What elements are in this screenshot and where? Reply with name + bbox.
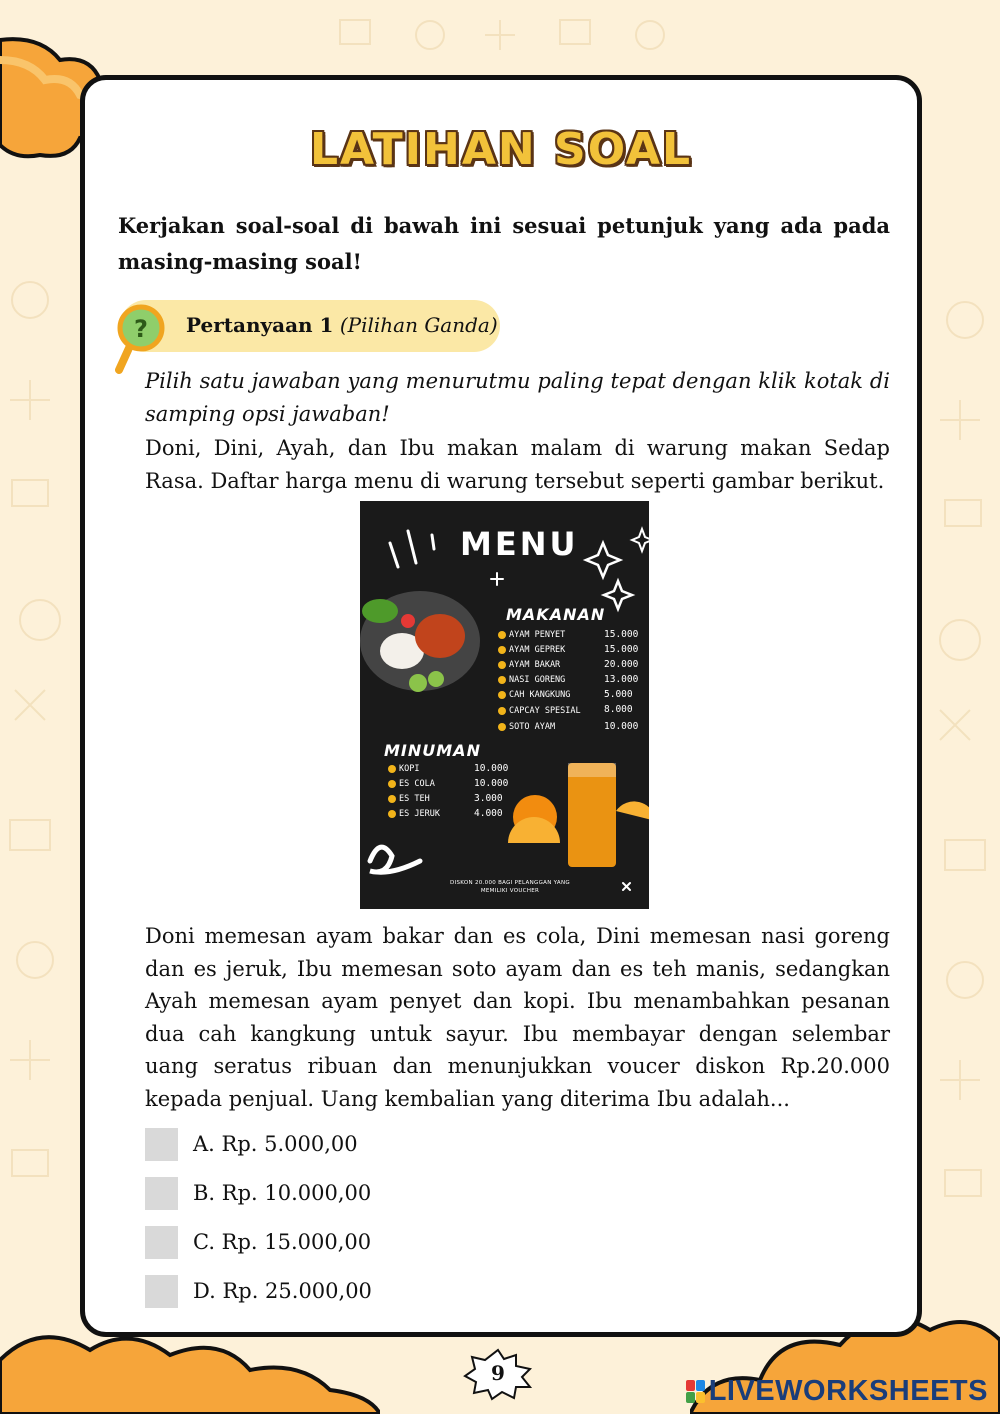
menu-food-price: 15.000 bbox=[604, 629, 639, 640]
bullet-icon bbox=[388, 795, 396, 803]
bullet-icon bbox=[388, 780, 396, 788]
question-hint: Pilih satu jawaban yang menurutmu paling tepat dengan klik kotak di samping opsi jawaban! bbox=[145, 369, 890, 426]
question-story: Doni memesan ayam bakar dan es cola, Dini memesan nasi goreng dan es jeruk, Ibu memesan soto ayam dan es teh manis, sedangkan Ayah memesan ayam penyet dan kopi. Ibu menambahkan pesanan dua cah kangkung untuk sayur. Ibu membayar dengan selembar uang seratus ribuan dan menunjukkan voucer diskon Rp.20.000 kepada penjual. Uang kembalian yang diterima Ibu adalah... bbox=[145, 924, 890, 1111]
bullet-icon bbox=[388, 810, 396, 818]
liveworksheets-icon bbox=[686, 1380, 705, 1403]
bullet-icon bbox=[498, 631, 506, 639]
question-magnifier-icon bbox=[115, 304, 165, 374]
menu-food-price: 15.000 bbox=[604, 644, 639, 655]
bullet-icon bbox=[498, 707, 506, 715]
answer-checkbox-b[interactable] bbox=[145, 1177, 178, 1210]
menu-food-item: AYAM GEPREK bbox=[498, 645, 565, 655]
bullet-icon bbox=[388, 765, 396, 773]
menu-drink-item: ES JERUK bbox=[388, 809, 440, 819]
menu-title: MENU bbox=[460, 525, 579, 563]
menu-drink-item: ES COLA bbox=[388, 779, 435, 789]
menu-food-item: CAPCAY SPESIAL bbox=[498, 706, 581, 716]
menu-food-heading: MAKANAN bbox=[506, 605, 606, 624]
menu-drink-price: 10.000 bbox=[474, 778, 509, 789]
bullet-icon bbox=[498, 723, 506, 731]
menu-food-price: 20.000 bbox=[604, 659, 639, 670]
answer-option-c[interactable] bbox=[145, 1225, 371, 1259]
bullet-icon bbox=[498, 691, 506, 699]
menu-drink-item: ES TEH bbox=[388, 794, 430, 804]
answer-label-d: D. Rp. 25.000,00 bbox=[193, 1279, 372, 1303]
menu-drink-price: 10.000 bbox=[474, 763, 509, 774]
answer-option-a[interactable] bbox=[145, 1127, 358, 1161]
menu-food-item: AYAM BAKAR bbox=[498, 660, 560, 670]
liveworksheets-logo bbox=[686, 1375, 988, 1408]
worksheet-card bbox=[80, 75, 922, 1337]
instruction-text: Kerjakan soal-soal di bawah ini sesuai petunjuk yang ada pada masing-masing soal! bbox=[118, 213, 890, 274]
menu-footer: DISKON 20.000 BAGI PELANGGAN YANG MEMILIKI VOUCHER bbox=[450, 880, 570, 894]
menu-food-item: CAH KANGKUNG bbox=[498, 690, 570, 700]
page-number-badge bbox=[462, 1347, 534, 1401]
menu-food-price: 8.000 bbox=[604, 704, 633, 715]
menu-drink-heading: MINUMAN bbox=[384, 741, 481, 760]
svg-text:?: ? bbox=[134, 315, 148, 343]
question-label bbox=[186, 313, 498, 337]
answer-label-c: C. Rp. 15.000,00 bbox=[193, 1230, 372, 1254]
answer-checkbox-c[interactable] bbox=[145, 1226, 178, 1259]
bullet-icon bbox=[498, 646, 506, 654]
menu-food-item: AYAM PENYET bbox=[498, 630, 565, 640]
question-type: (Pilihan Ganda) bbox=[339, 313, 498, 337]
menu-food-price: 13.000 bbox=[604, 674, 639, 685]
menu-food-price: 5.000 bbox=[604, 689, 633, 700]
answer-checkbox-a[interactable] bbox=[145, 1128, 178, 1161]
bullet-icon bbox=[498, 676, 506, 684]
menu-drink-price: 4.000 bbox=[474, 808, 503, 819]
bullet-icon bbox=[498, 661, 506, 669]
menu-food-item: NASI GORENG bbox=[498, 675, 565, 685]
menu-board-image bbox=[360, 501, 649, 909]
answer-option-b[interactable] bbox=[145, 1176, 371, 1210]
answer-option-d[interactable] bbox=[145, 1274, 372, 1308]
page-number: 9 bbox=[491, 1361, 505, 1385]
menu-drink-price: 3.000 bbox=[474, 793, 503, 804]
page-title: LATIHAN SOAL bbox=[309, 124, 693, 175]
menu-food-price: 10.000 bbox=[604, 721, 639, 732]
menu-food-item: SOTO AYAM bbox=[498, 722, 555, 732]
question-intro: Doni, Dini, Ayah, dan Ibu makan malam di warung makan Sedap Rasa. Daftar harga menu di warung tersebut seperti gambar berikut. bbox=[145, 436, 890, 493]
answer-checkbox-d[interactable] bbox=[145, 1275, 178, 1308]
answer-label-a: A. Rp. 5.000,00 bbox=[193, 1132, 358, 1156]
answer-label-b: B. Rp. 10.000,00 bbox=[193, 1181, 372, 1205]
question-number: Pertanyaan 1 bbox=[186, 313, 334, 337]
menu-drink-item: KOPI bbox=[388, 764, 419, 774]
liveworksheets-text: LIVEWORKSHEETS bbox=[708, 1375, 988, 1407]
